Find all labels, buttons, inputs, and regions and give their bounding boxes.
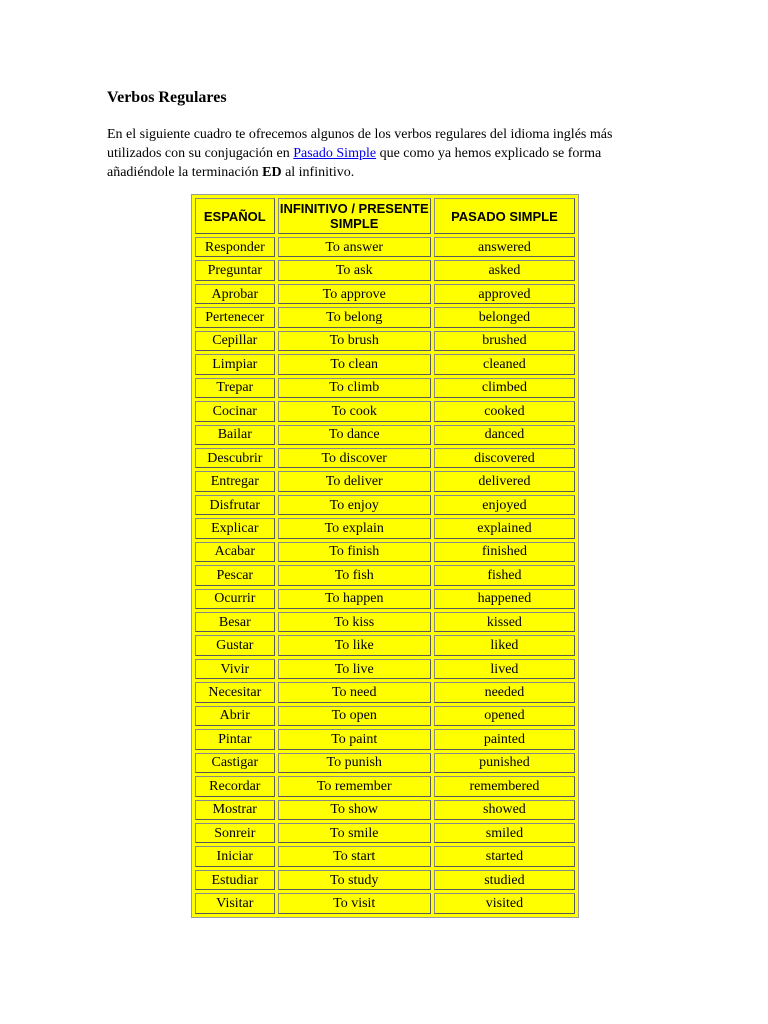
infinitivo-cell: To remember	[278, 776, 431, 796]
table-row	[195, 635, 575, 655]
infinitivo-cell: To fish	[278, 565, 431, 585]
pasado-cell: opened	[434, 706, 575, 726]
verbs-table-body	[195, 237, 575, 914]
espanol-cell: Visitar	[195, 893, 275, 913]
page-title: Verbos Regulares	[107, 89, 227, 106]
table-row	[195, 354, 575, 374]
infinitivo-cell: To enjoy	[278, 495, 431, 515]
pasado-cell: needed	[434, 682, 575, 702]
infinitivo-cell: To punish	[278, 753, 431, 773]
intro-text-end: al infinitivo.	[281, 165, 355, 180]
infinitivo-cell: To like	[278, 635, 431, 655]
pasado-cell: enjoyed	[434, 495, 575, 515]
pasado-cell: kissed	[434, 612, 575, 632]
table-row	[195, 307, 575, 327]
espanol-cell: Responder	[195, 237, 275, 257]
pasado-cell: liked	[434, 635, 575, 655]
intro-paragraph	[107, 125, 667, 182]
table-row	[195, 706, 575, 726]
infinitivo-cell: To cook	[278, 401, 431, 421]
table-row	[195, 237, 575, 257]
infinitivo-cell: To explain	[278, 518, 431, 538]
pasado-cell: remembered	[434, 776, 575, 796]
espanol-cell: Cocinar	[195, 401, 275, 421]
pasado-cell: painted	[434, 729, 575, 749]
header-row	[195, 198, 575, 234]
pasado-cell: answered	[434, 237, 575, 257]
pasado-cell: delivered	[434, 471, 575, 491]
espanol-cell: Bailar	[195, 425, 275, 445]
espanol-cell: Gustar	[195, 635, 275, 655]
espanol-cell: Limpiar	[195, 354, 275, 374]
table-row	[195, 378, 575, 398]
table-row	[195, 471, 575, 491]
table-row	[195, 565, 575, 585]
pasado-cell: discovered	[434, 448, 575, 468]
infinitivo-cell: To discover	[278, 448, 431, 468]
table-row	[195, 893, 575, 913]
pasado-cell: danced	[434, 425, 575, 445]
table-row	[195, 331, 575, 351]
pasado-cell: belonged	[434, 307, 575, 327]
espanol-cell: Pintar	[195, 729, 275, 749]
pasado-cell: approved	[434, 284, 575, 304]
pasado-cell: fished	[434, 565, 575, 585]
espanol-cell: Vivir	[195, 659, 275, 679]
header-espanol: ESPAÑOL	[195, 198, 275, 234]
espanol-cell: Recordar	[195, 776, 275, 796]
infinitivo-cell: To approve	[278, 284, 431, 304]
pasado-cell: happened	[434, 589, 575, 609]
infinitivo-cell: To study	[278, 870, 431, 890]
espanol-cell: Estudiar	[195, 870, 275, 890]
espanol-cell: Abrir	[195, 706, 275, 726]
infinitivo-cell: To live	[278, 659, 431, 679]
espanol-cell: Sonreir	[195, 823, 275, 843]
table-row	[195, 495, 575, 515]
pasado-cell: explained	[434, 518, 575, 538]
infinitivo-cell: To ask	[278, 260, 431, 280]
verbs-table	[191, 194, 579, 918]
infinitivo-cell: To need	[278, 682, 431, 702]
espanol-cell: Preguntar	[195, 260, 275, 280]
intro-text-continued: que como ya hemos explicado se forma añadiéndole la terminación	[107, 146, 602, 180]
pasado-cell: brushed	[434, 331, 575, 351]
table-row	[195, 612, 575, 632]
espanol-cell: Mostrar	[195, 800, 275, 820]
pasado-cell: studied	[434, 870, 575, 890]
pasado-cell: punished	[434, 753, 575, 773]
table-row	[195, 589, 575, 609]
espanol-cell: Descubrir	[195, 448, 275, 468]
infinitivo-cell: To happen	[278, 589, 431, 609]
pasado-cell: climbed	[434, 378, 575, 398]
espanol-cell: Ocurrir	[195, 589, 275, 609]
espanol-cell: Explicar	[195, 518, 275, 538]
espanol-cell: Iniciar	[195, 846, 275, 866]
pasado-cell: cooked	[434, 401, 575, 421]
infinitivo-cell: To belong	[278, 307, 431, 327]
header-infinitivo: INFINITIVO / PRESENTE SIMPLE	[278, 198, 431, 234]
table-row	[195, 846, 575, 866]
espanol-cell: Entregar	[195, 471, 275, 491]
espanol-cell: Acabar	[195, 542, 275, 562]
table-row	[195, 260, 575, 280]
infinitivo-cell: To kiss	[278, 612, 431, 632]
infinitivo-cell: To brush	[278, 331, 431, 351]
pasado-cell: showed	[434, 800, 575, 820]
espanol-cell: Cepillar	[195, 331, 275, 351]
table-row	[195, 800, 575, 820]
infinitivo-cell: To paint	[278, 729, 431, 749]
header-pasado-simple: PASADO SIMPLE	[434, 198, 575, 234]
pasado-cell: asked	[434, 260, 575, 280]
table-row	[195, 682, 575, 702]
espanol-cell: Pescar	[195, 565, 275, 585]
table-row	[195, 659, 575, 679]
espanol-cell: Necesitar	[195, 682, 275, 702]
pasado-simple-link[interactable]: Pasado Simple	[293, 146, 377, 161]
infinitivo-cell: To finish	[278, 542, 431, 562]
ed-suffix: ED	[262, 165, 282, 180]
infinitivo-cell: To dance	[278, 425, 431, 445]
infinitivo-cell: To climb	[278, 378, 431, 398]
espanol-cell: Pertenecer	[195, 307, 275, 327]
infinitivo-cell: To show	[278, 800, 431, 820]
table-row	[195, 870, 575, 890]
pasado-cell: lived	[434, 659, 575, 679]
table-row	[195, 776, 575, 796]
table-row	[195, 823, 575, 843]
infinitivo-cell: To start	[278, 846, 431, 866]
infinitivo-cell: To smile	[278, 823, 431, 843]
table-row	[195, 448, 575, 468]
pasado-cell: started	[434, 846, 575, 866]
table-row	[195, 284, 575, 304]
table-row	[195, 401, 575, 421]
pasado-cell: smiled	[434, 823, 575, 843]
espanol-cell: Trepar	[195, 378, 275, 398]
espanol-cell: Besar	[195, 612, 275, 632]
pasado-cell: finished	[434, 542, 575, 562]
infinitivo-cell: To visit	[278, 893, 431, 913]
infinitivo-cell: To answer	[278, 237, 431, 257]
intro-text: En el siguiente cuadro te ofrecemos algunos de los verbos regulares del idioma inglés más utilizados con su conjugación en	[107, 127, 613, 161]
infinitivo-cell: To open	[278, 706, 431, 726]
table-row	[195, 753, 575, 773]
table-row	[195, 518, 575, 538]
infinitivo-cell: To deliver	[278, 471, 431, 491]
table-row	[195, 729, 575, 749]
infinitivo-cell: To clean	[278, 354, 431, 374]
table-row	[195, 542, 575, 562]
pasado-cell: visited	[434, 893, 575, 913]
espanol-cell: Aprobar	[195, 284, 275, 304]
espanol-cell: Disfrutar	[195, 495, 275, 515]
pasado-cell: cleaned	[434, 354, 575, 374]
espanol-cell: Castigar	[195, 753, 275, 773]
table-row	[195, 425, 575, 445]
